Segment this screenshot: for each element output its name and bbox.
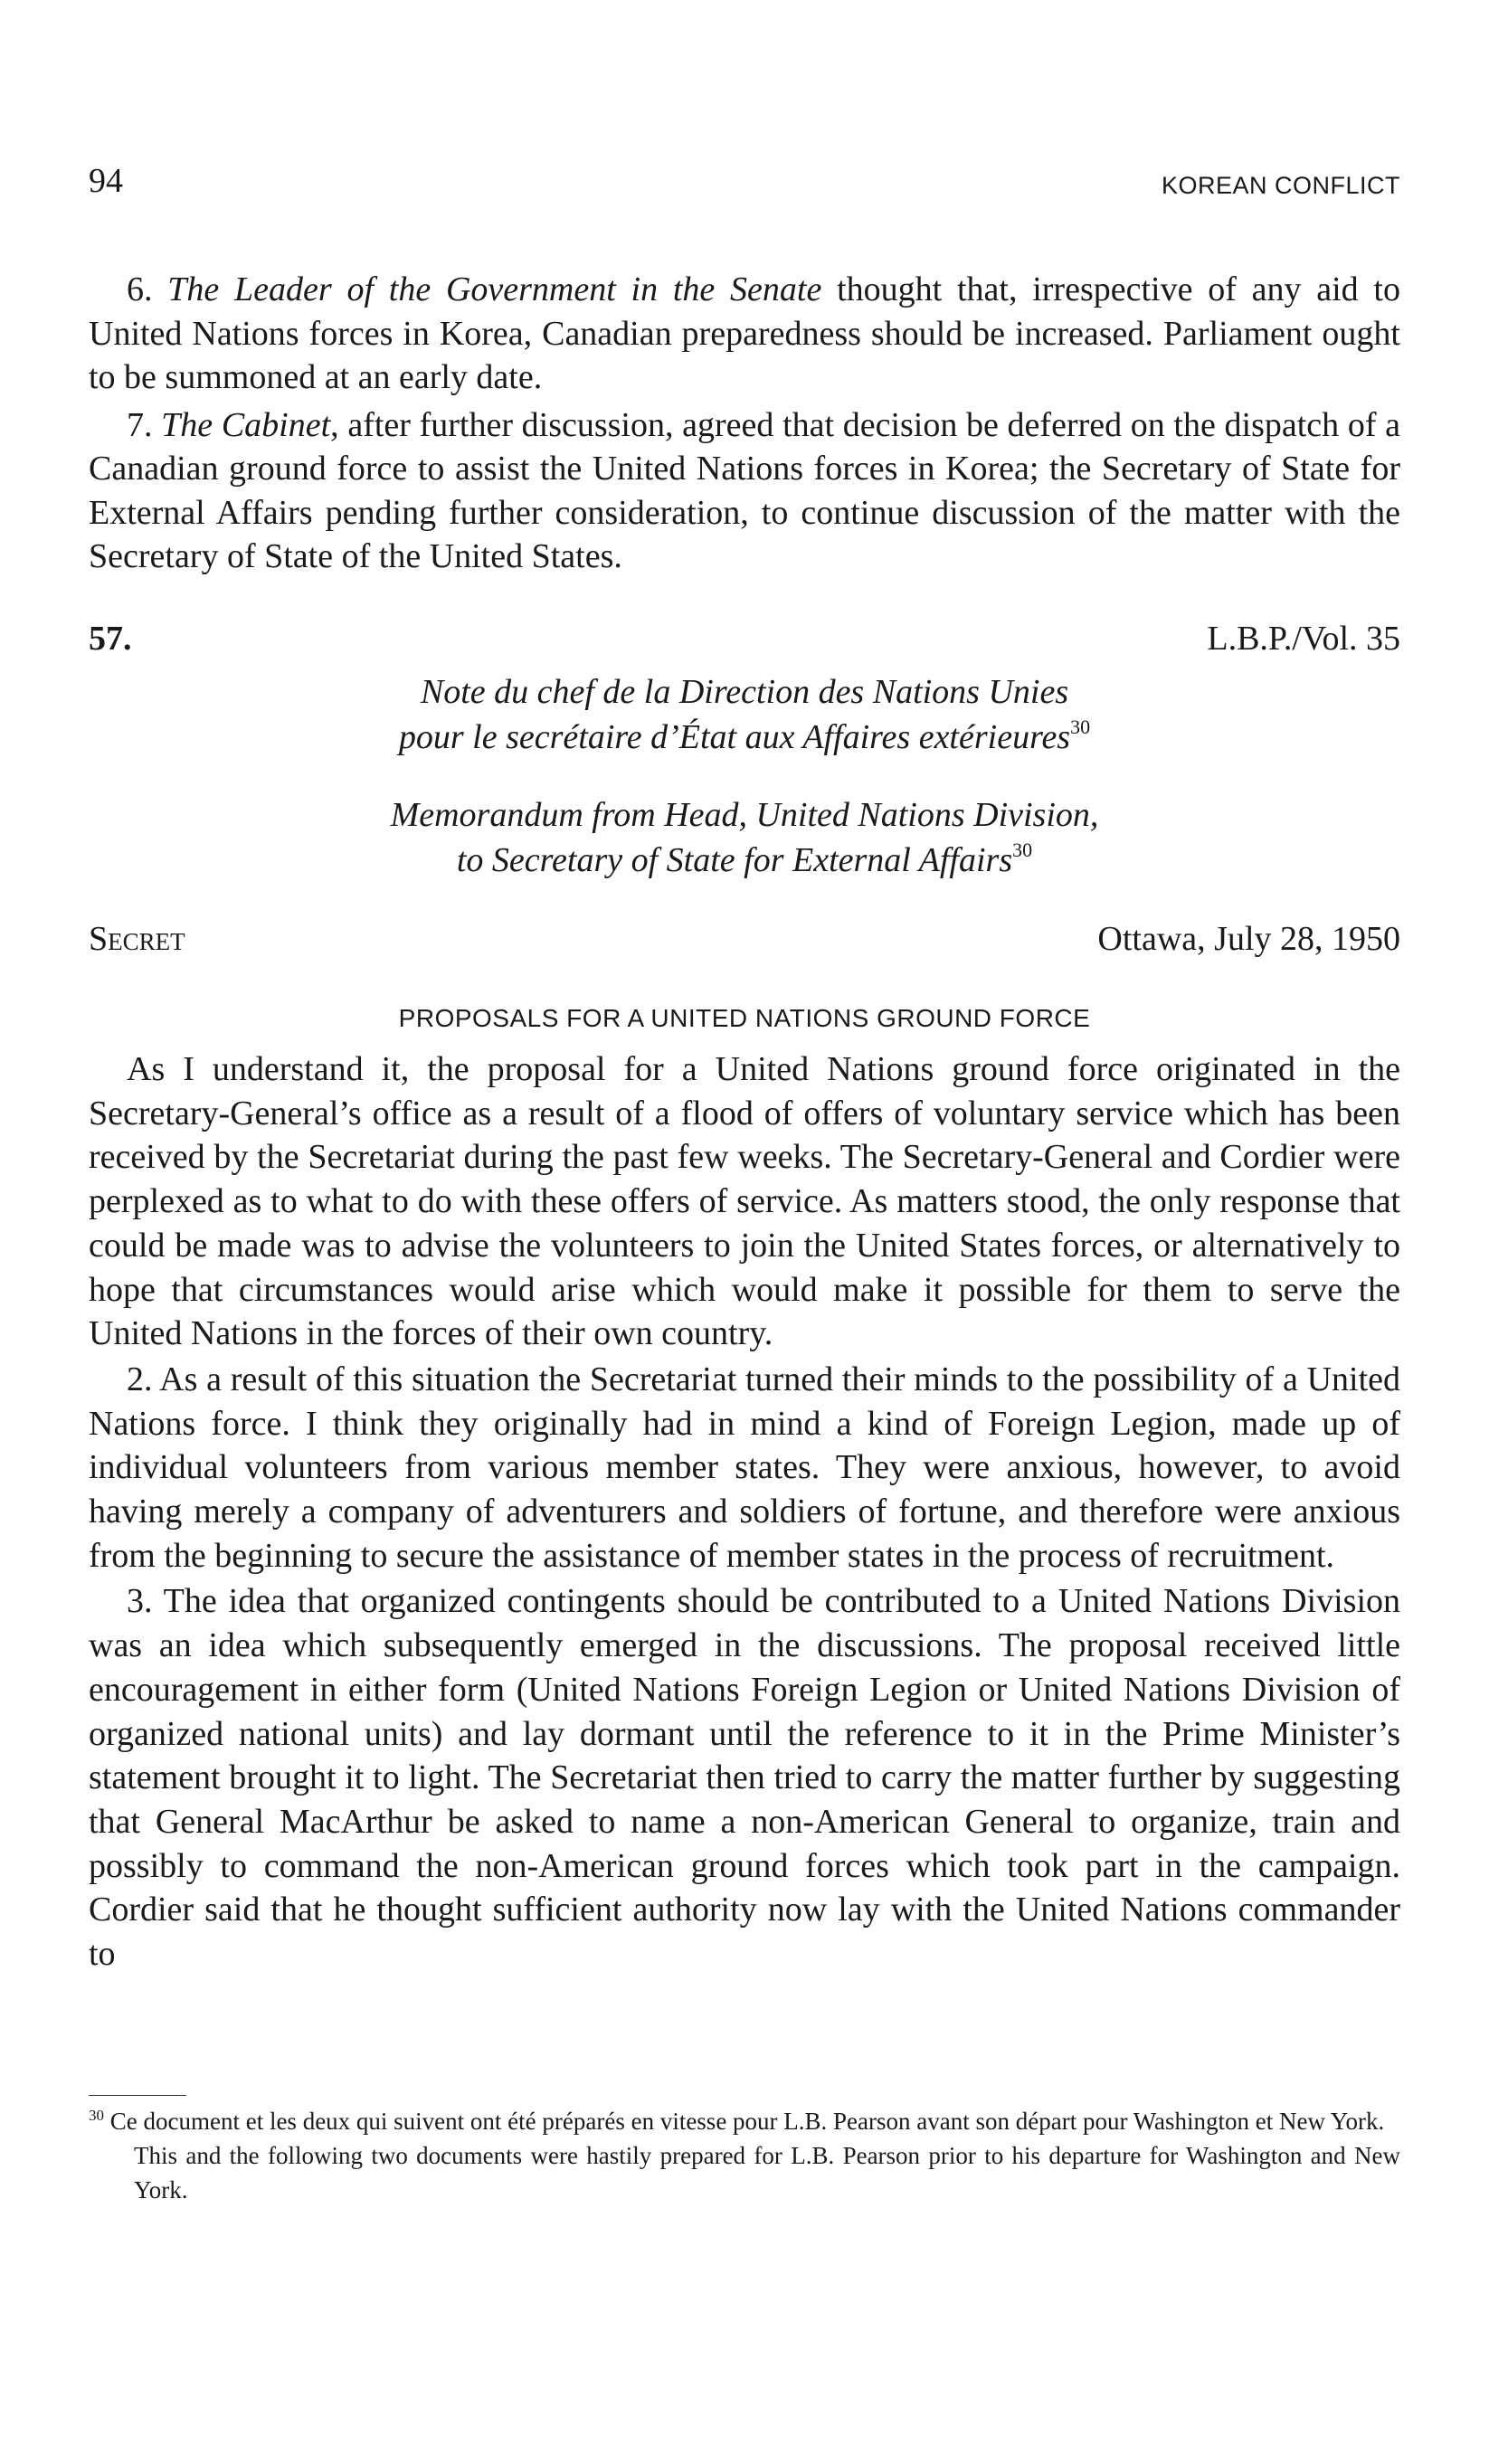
para6-subject: The Leader of the Government in the Senate [167, 270, 822, 308]
footnote-french: $^{30}$ Ce document et les deux qui suivent ont été préparés en vitesse pour L.B. Pearson avant son départ pour Washington et New York. [89, 2107, 1385, 2135]
page-header [89, 161, 1400, 206]
paragraph-7: 7. The Cabinet, after further discussion, agreed that decision be deferred on the dispatch of a Canadian ground force to assist the United Nations forces in Korea; the Secretary of State for External Affairs pending further consideration, to continue discussion of the matter with the Secretary of State of the United States. [89, 405, 1401, 575]
document-source: L.B.P./Vol. 35 [1207, 620, 1400, 658]
footnote-number: 30 [89, 2107, 104, 2124]
security-classification: Secret [89, 920, 185, 958]
dateline: Ottawa, July 28, 1950 [1097, 920, 1400, 958]
memo-body [89, 1047, 1400, 1976]
memo-paragraph-1: As I understand it, the proposal for a United Nations ground force originated in the Secretary-General’s office as a result of a flood of offers of voluntary service which has been received by the Secretariat during the past few weeks. The Secretary-General and Cordier were perplexed as to what to do with these offers of service. As matters stood, the only response that could be made was to advise the volunteers to join the United States forces, or alternatively to hope that circumstances would arise which would make it possible for them to serve the United Nations in the forces of their own country. [89, 1050, 1400, 1353]
memo-paragraph-3: 3. The idea that organized contingents should be contributed to a United Nations Division was an idea which subsequently emerged in the discussions. The proposal received little encouragement in either form (United Nations Foreign Legion or United Nations Division of organized national units) and lay dormant until the reference to it in the Prime Minister’s statement brought it to light. The Secretariat then tried to carry the matter further by suggesting that General MacArthur be asked to name a non-American General to organize, train and possibly to command the non-American ground forces which took part in the campaign. Cordier said that he thought sufficient authority now lay with the United Nations commander to [89, 1582, 1400, 1974]
footnote-english: This and the following two documents were hastily prepared for L.B. Pearson prior to his departure for Washington and New York. [134, 2142, 1400, 2203]
document-title-english: Memorandum from Head, United Nations Division, to Secretary of State for External Affairs$^{30}$ [390, 796, 1099, 879]
footnote-ref: 30 [1070, 716, 1091, 738]
memo-subject: PROPOSALS FOR A UNITED NATIONS GROUND FORCE [398, 1004, 1091, 1032]
footnotes [89, 2104, 1400, 2207]
document-number: 57. [89, 620, 132, 658]
running-head: KOREAN CONFLICT [1161, 172, 1400, 199]
footnote-divider [89, 2095, 186, 2096]
footnote-ref: 30 [1012, 839, 1033, 861]
previous-document-text [89, 268, 1400, 579]
document-title-french: Note du chef de la Direction des Nations Unies pour le secrétaire d’État aux Affaires extérieures$^{30}$ [398, 673, 1091, 756]
page-number: 94 [89, 162, 123, 200]
memo-paragraph-2: 2. As a result of this situation the Secretariat turned their minds to the possibility of a United Nations force. I think they originally had in mind a kind of Foreign Legion, made up of individual volunteers from various member states. They were anxious, however, to avoid having merely a company of adventurers and soldiers of fortune, and therefore were anxious from the beginning to secure the assistance of member states in the process of recruitment. [89, 1360, 1400, 1575]
para7-subject: The Cabinet [161, 405, 331, 444]
paragraph-6: 6. The Leader of the Government in the Senate thought that, irrespective of any aid to United Nations forces in Korea, Canadian preparedness should be increased. Parliament ought to be summoned at an early date. [89, 270, 1400, 396]
